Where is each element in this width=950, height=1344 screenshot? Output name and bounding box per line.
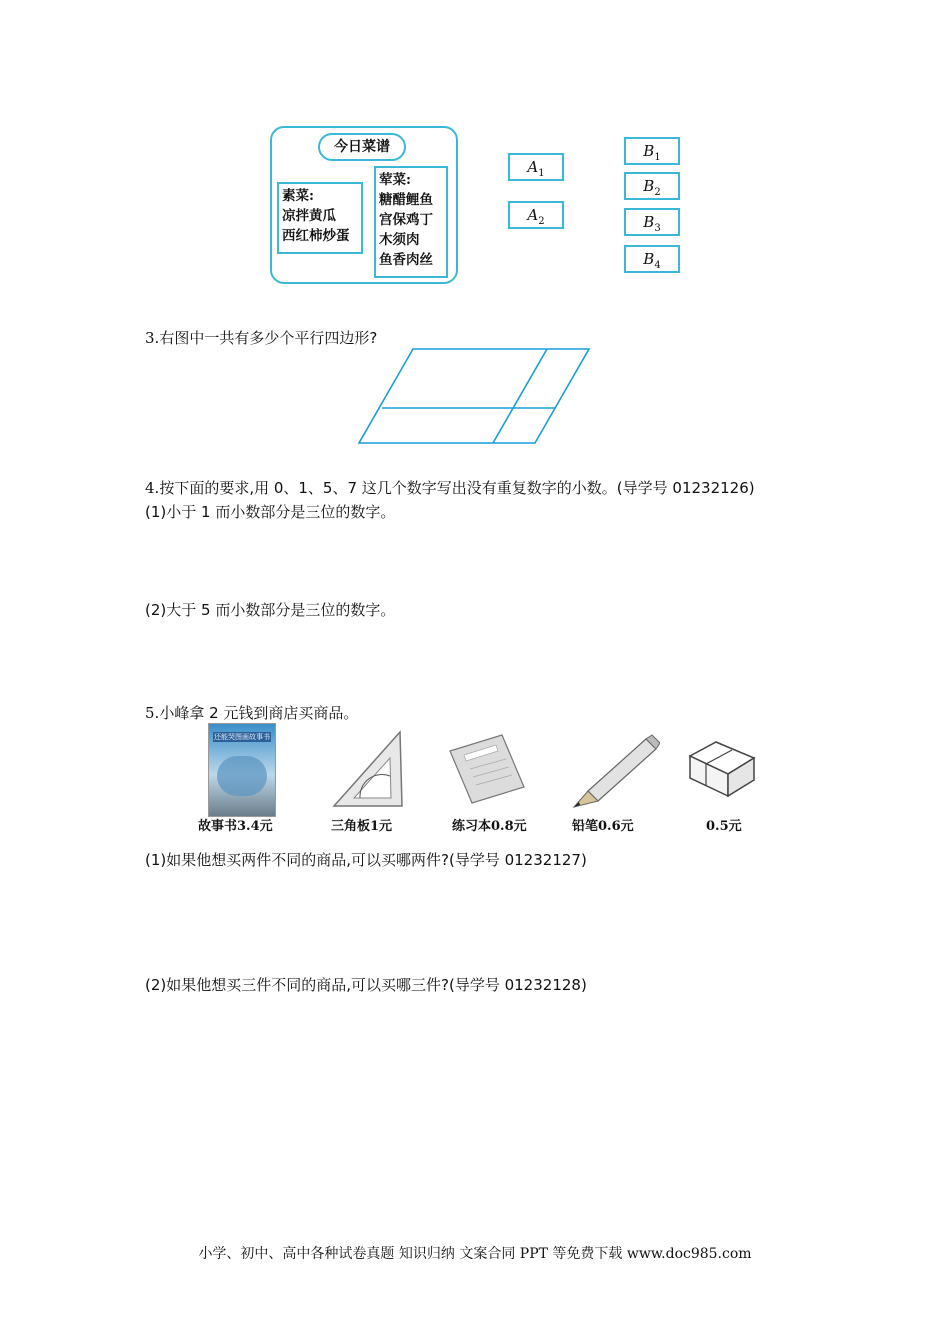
slanted-divider: [493, 349, 547, 443]
box-subscript: 4: [654, 260, 661, 271]
label-box-a2: [508, 201, 564, 229]
product-label-eraser: 0.5元: [706, 819, 742, 834]
label-box-b1: [624, 137, 680, 165]
meat-heading: 荤菜:: [379, 172, 411, 188]
vegetable-item: 凉拌黄瓜: [282, 208, 336, 224]
exercise-book-icon: [446, 733, 528, 805]
box-letter: B: [643, 213, 655, 231]
box-subscript: 2: [538, 216, 545, 227]
product-label-pencil: 铅笔0.6元: [572, 819, 634, 834]
question-number: 3.: [145, 329, 160, 347]
question-text: 小峰拿 2 元钱到商店买商品。: [159, 704, 359, 722]
product-label-exercise-book: 练习本0.8元: [452, 819, 527, 834]
menu-title: 今日菜谱: [318, 133, 406, 161]
question-4-part-1: (1)小于 1 而小数部分是三位的数字。: [145, 503, 396, 521]
box-letter: B: [643, 142, 655, 160]
question-text: 按下面的要求,用 0、1、5、7 这几个数字写出没有重复数字的小数。(导学号 01232126): [159, 479, 755, 497]
question-5-part-1: (1)如果他想买两件不同的商品,可以买哪两件?(导学号 01232127): [145, 851, 587, 869]
storybook-icon: [208, 723, 276, 817]
question-3: [145, 328, 377, 348]
label-box-b4: [624, 245, 680, 273]
box-subscript: 1: [654, 152, 661, 163]
question-number: 5.: [145, 704, 160, 722]
page-footer: 小学、初中、高中各种试卷真题 知识归纳 文案合同 PPT 等免费下载 www.doc985.com: [198, 1246, 752, 1262]
vegetable-item: 西红柿炒蛋: [282, 228, 350, 244]
box-letter: A: [527, 158, 539, 176]
question-text: 右图中一共有多少个平行四边形?: [159, 329, 378, 347]
box-subscript: 3: [654, 223, 661, 234]
triangle-ruler-icon: [330, 730, 406, 810]
label-box-b2: [624, 172, 680, 200]
product-label-storybook: 故事书3.4元: [198, 819, 273, 834]
box-subscript: 2: [654, 187, 661, 198]
meat-item: 鱼香肉丝: [379, 252, 433, 268]
parallelogram-figure: [355, 345, 595, 447]
question-5-part-2: (2)如果他想买三件不同的商品,可以买哪三件?(导学号 01232128): [145, 976, 587, 994]
pencil-icon: [568, 733, 660, 809]
meat-dish-box: [374, 166, 448, 278]
box-letter: B: [643, 250, 655, 268]
meat-item: 木须肉: [379, 232, 420, 248]
question-4: [145, 478, 755, 498]
box-letter: A: [527, 206, 539, 224]
vegetable-heading: 素菜:: [282, 188, 314, 204]
question-5: [145, 703, 358, 723]
eraser-icon: [686, 738, 758, 800]
question-4-part-2: (2)大于 5 而小数部分是三位的数字。: [145, 601, 396, 619]
label-box-b3: [624, 208, 680, 236]
product-label-triangle-ruler: 三角板1元: [331, 819, 393, 834]
book-cover-title: 还能哭图画故事书: [214, 733, 270, 741]
outer-parallelogram: [359, 349, 589, 443]
meat-item: 糖醋鲤鱼: [379, 192, 433, 208]
meat-item: 宫保鸡丁: [379, 212, 433, 228]
question-number: 4.: [145, 479, 160, 497]
label-box-a1: [508, 153, 564, 181]
box-letter: B: [643, 177, 655, 195]
vegetable-dish-box: [277, 182, 363, 254]
box-subscript: 1: [538, 168, 545, 179]
